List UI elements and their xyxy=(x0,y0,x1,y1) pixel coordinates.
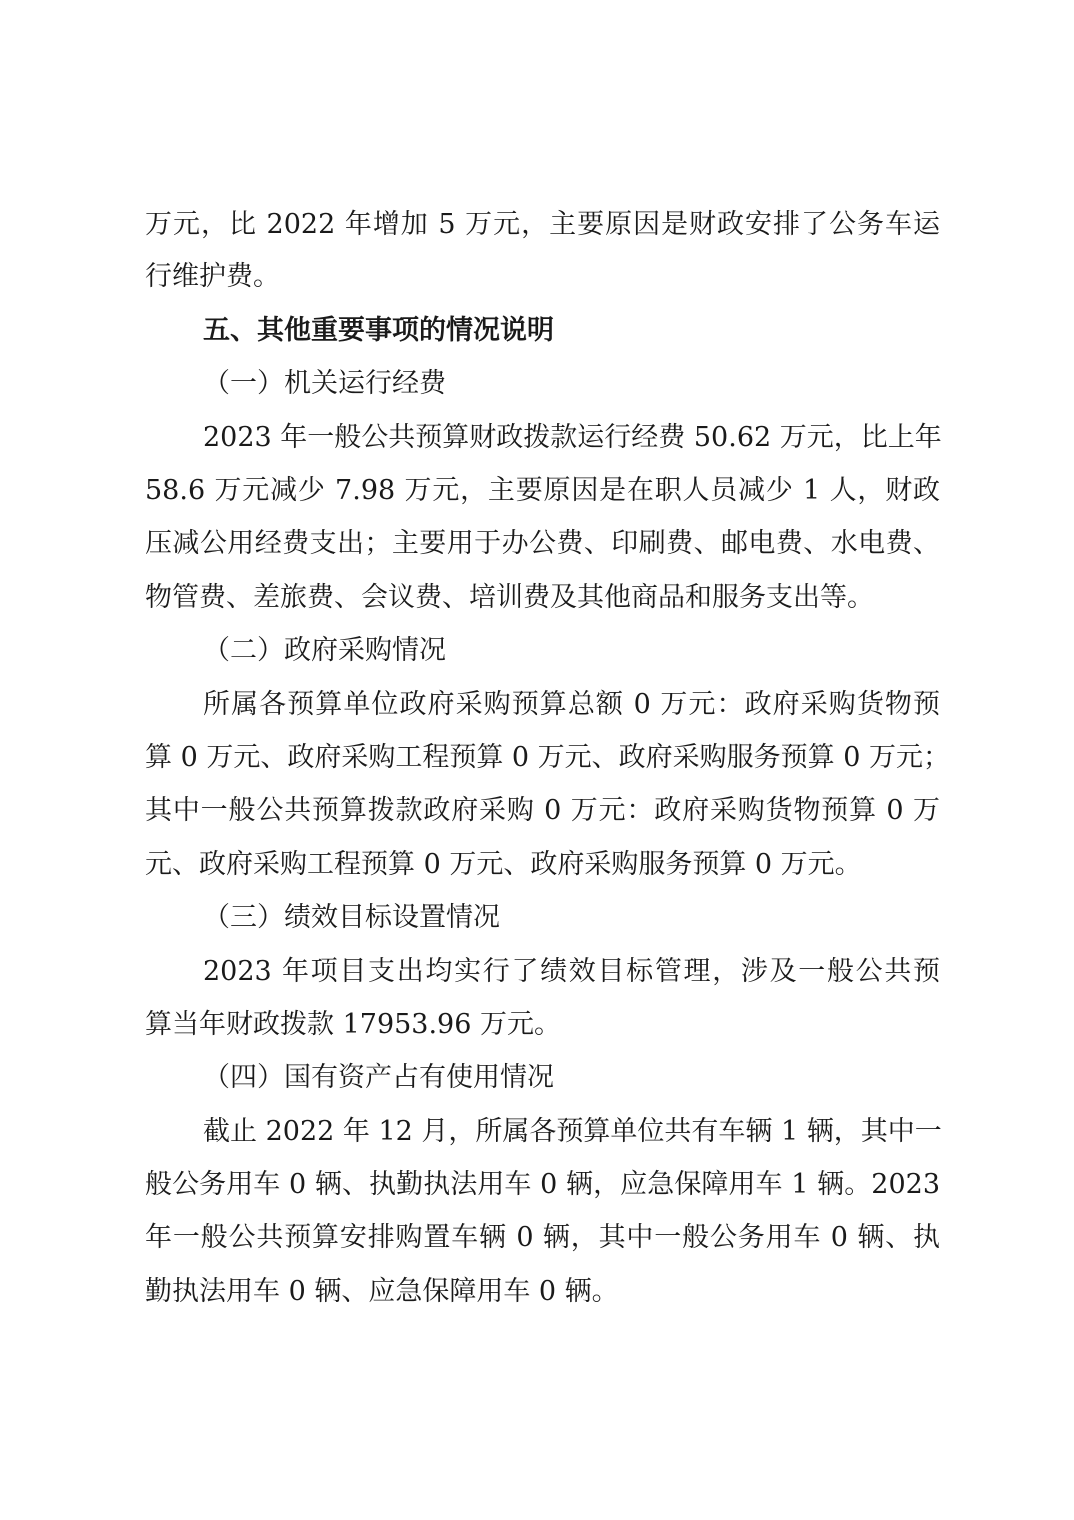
sub1-line-1: 2023 年一般公共预算财政拨款运行经费 50.62 万元，比上年 xyxy=(203,422,942,453)
sub4-title: （四）国有资产占有使用情况 xyxy=(203,1062,554,1093)
sub2-line-1: 所属各预算单位政府采购预算总额 0 万元：政府采购货物预 xyxy=(203,689,940,720)
sub2-title: （二）政府采购情况 xyxy=(203,635,446,666)
sub4-line-1: 截止 2022 年 12 月，所属各预算单位共有车辆 1 辆，其中一 xyxy=(203,1116,942,1147)
sub2-line-4: 元、政府采购工程预算 0 万元、政府采购服务预算 0 万元。 xyxy=(145,849,862,880)
sub3-line-2: 算当年财政拨款 17953.96 万元。 xyxy=(145,1009,561,1040)
sub1-title: （一）机关运行经费 xyxy=(203,368,446,399)
sub3-line-1: 2023 年项目支出均实行了绩效目标管理，涉及一般公共预 xyxy=(203,956,940,987)
sub1-line-3: 压减公用经费支出；主要用于办公费、印刷费、邮电费、水电费、 xyxy=(145,528,940,559)
sub1-line-2: 58.6 万元减少 7.98 万元，主要原因是在职人员减少 1 人，财政 xyxy=(145,475,940,506)
sub1-line-4: 物管费、差旅费、会议费、培训费及其他商品和服务支出等。 xyxy=(145,582,874,613)
sub4-line-3: 年一般公共预算安排购置车辆 0 辆，其中一般公务用车 0 辆、执 xyxy=(145,1222,940,1253)
sub3-title: （三）绩效目标设置情况 xyxy=(203,902,500,933)
sub2-line-3: 其中一般公共预算拨款政府采购 0 万元：政府采购货物预算 0 万 xyxy=(145,795,940,826)
section-title: 五、其他重要事项的情况说明 xyxy=(203,315,554,346)
sub4-line-2: 般公务用车 0 辆、执勤执法用车 0 辆，应急保障用车 1 辆。2023 xyxy=(145,1169,940,1200)
sub4-line-4: 勤执法用车 0 辆、应急保障用车 0 辆。 xyxy=(145,1276,619,1307)
para-prev-line-2: 行维护费。 xyxy=(145,261,280,292)
sub2-line-2: 算 0 万元、政府采购工程预算 0 万元、政府采购服务预算 0 万元； xyxy=(145,742,951,773)
para-prev-line-1: 万元，比 2022 年增加 5 万元，主要原因是财政安排了公务车运 xyxy=(145,209,940,240)
